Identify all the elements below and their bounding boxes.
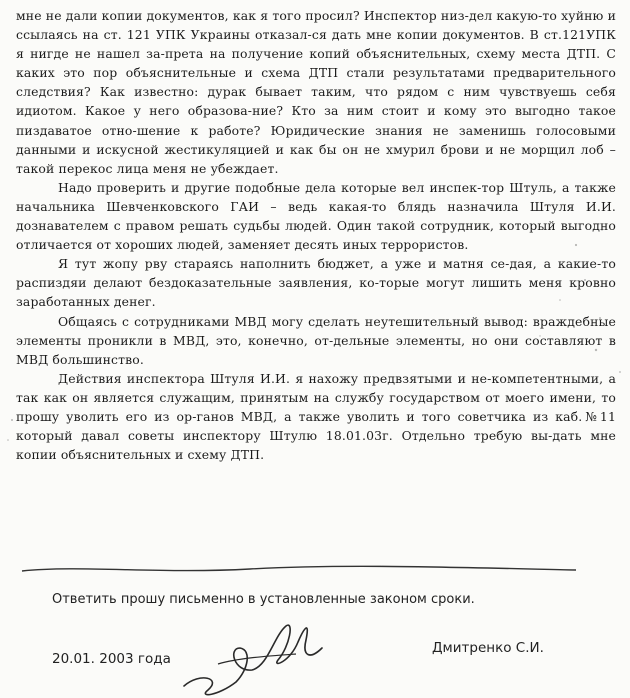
paragraph-budget: Я тут жопу рву стараясь наполнить бюджет, а уже и матня се-дая, а какие-то распиздяи делают бездоказательные заявления, ко-торые могут лишить меня кровно заработанных денег. [16, 256, 616, 310]
closing-request: Ответить прошу письменно в установленные законом сроки. [52, 592, 475, 607]
paragraph-check-cases: Надо проверить и другие подобные дела которые вел инспек-тор Штуль, а также начальника Шевченковского ГАИ – ведь какая-то блядь назначила Штуля И.И. дознавателем с правом решать судьбы людей. Один такой сотрудник, который выгодно отличается от хороших людей, заменяет десять иных террористов. [16, 179, 616, 253]
paragraph-mvd-conclusion: Общаясь с сотрудниками МВД могу сделать неутешительный вывод: враждебные элементы проникли в МВД, это, конечно, от-дельные элементы, но они составляют в МВД большинство. [16, 313, 616, 367]
letter-body [16, 6, 616, 464]
paragraph-complaint-documents: мне не дали копии документов, как я того просил? Инспектор низ-дел какую-то хуйню и ссылаясь на ст. 121 УПК Украины отказал-ся дать мне копии документов. В ст.121УПК я нигде не нашел за-прета на получение копий объяснительных, схему места ДТП. С каких это пор объяснительные и схема ДТП стали результатами предварительного следствия? Как известно: дурак бывает таким, что рядом с ним чувствуешь себя идиотом. Какое у него образова-ние? Кто за ним стоит и кому это выгодно такое пиздаватое отно-шение к работе? Юридические знания не заменишь голосовыми данными и искусной жестикуляцией и как бы он не хмурил брови и не морщил лоб – такой перекос лица меня не убеждает. [16, 8, 616, 176]
letter-date: 20.01. 2003 года [52, 651, 171, 667]
paragraph-request-dismissal: Действия инспектора Штуля И.И. я нахожу предвзятыми и не-компетентными, а так как он является служащим, принятым на службу государством от моего имени, то прошу уволить его из ор-ганов МВД, а также уволить и того советчика из каб.№11 который давал советы инспектору Штулю 18.01.03г. Отдельно требую вы-дать мне копии объяснительных и схему ДТП. [16, 370, 616, 463]
handwritten-underline-mark [20, 561, 580, 577]
handwritten-signature [178, 612, 328, 698]
signer-name: Дмитренко С.И. [432, 640, 544, 656]
